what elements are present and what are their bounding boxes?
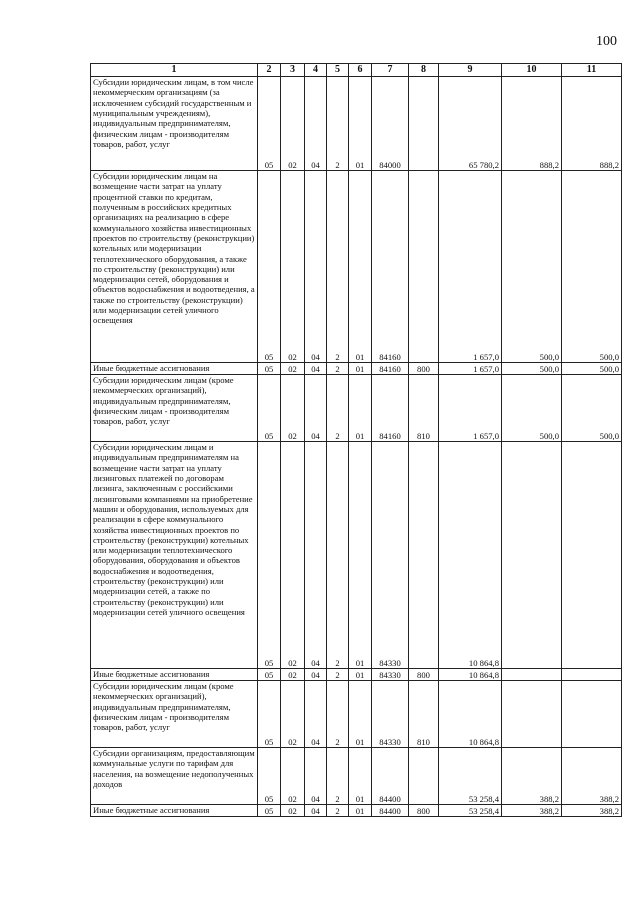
code-cell: 01 xyxy=(349,375,372,442)
row-description: Иные бюджетные ассигнования xyxy=(91,805,258,817)
code-cell: 2 xyxy=(327,442,349,669)
code-cell: 05 xyxy=(258,375,281,442)
amount-cell: 500,0 xyxy=(562,171,622,363)
code-cell xyxy=(409,171,439,363)
row-description: Субсидии юридическим лицам на возмещение части затрат на уплату процентной ставки по кредитам, полученным в российских кредитных организациях на реализацию в сфере коммунального хозяйства инвестиционных проектов по строительству (реконструкции) котельных или модернизации теплотехнического оборудования, а также по строительству (реконструкции) или модернизации сетей, оборудования и объектов водоснабжения и водоотведения, а также по строительству (реконструкции) или модернизации сетей уличного освещения xyxy=(91,171,258,363)
amount-cell: 10 864,8 xyxy=(439,442,502,669)
code-cell: 810 xyxy=(409,375,439,442)
amount-cell: 888,2 xyxy=(502,77,562,171)
row-description: Субсидии юридическим лицам, в том числе некоммерческим организациям (за исключением субсидий государственным и муниципальным учреждениям), индивидуальным предпринимателям, физическим лицам - производителям товаров, работ, услуг xyxy=(91,77,258,171)
table-row xyxy=(91,442,622,669)
code-cell: 05 xyxy=(258,77,281,171)
code-cell: 04 xyxy=(305,748,327,805)
amount-cell: 10 864,8 xyxy=(439,681,502,748)
column-header-9: 9 xyxy=(439,64,502,77)
amount-cell: 500,0 xyxy=(502,375,562,442)
table-row xyxy=(91,748,622,805)
amount-cell xyxy=(562,681,622,748)
row-description: Субсидии организациям, предоставляющим коммунальные услуги по тарифам для населения, на возмещение недополученных доходов xyxy=(91,748,258,805)
amount-cell: 388,2 xyxy=(562,805,622,817)
amount-cell: 500,0 xyxy=(562,375,622,442)
code-cell: 800 xyxy=(409,805,439,817)
amount-cell: 1 657,0 xyxy=(439,375,502,442)
code-cell: 84160 xyxy=(372,363,409,375)
column-header-8: 8 xyxy=(409,64,439,77)
code-cell: 05 xyxy=(258,681,281,748)
amount-cell xyxy=(502,669,562,681)
amount-cell xyxy=(562,669,622,681)
code-cell: 04 xyxy=(305,77,327,171)
row-description: Иные бюджетные ассигнования xyxy=(91,669,258,681)
code-cell: 2 xyxy=(327,681,349,748)
code-cell: 84000 xyxy=(372,77,409,171)
table-body xyxy=(91,77,622,817)
column-header-5: 5 xyxy=(327,64,349,77)
column-header-3: 3 xyxy=(281,64,305,77)
column-header-7: 7 xyxy=(372,64,409,77)
row-description: Субсидии юридическим лицам (кроме некоммерческих организаций), индивидуальным предпринимателям, физическим лицам - производителям товаров, работ, услуг xyxy=(91,375,258,442)
code-cell: 01 xyxy=(349,171,372,363)
code-cell: 02 xyxy=(281,669,305,681)
code-cell: 04 xyxy=(305,442,327,669)
code-cell: 02 xyxy=(281,681,305,748)
amount-cell: 388,2 xyxy=(502,805,562,817)
row-description: Субсидии юридическим лицам и индивидуальным предпринимателям на возмещение части затрат на уплату лизинговых платежей по договорам лизинга, заключенным с российскими лизинговыми компаниями на приобретение машин и оборудования, используемых для реализации в сфере коммунального хозяйства инвестиционных проектов по строительству (реконструкции) котельных или модернизации теплотехнического оборудования, оборудования и объектов водоснабжения и водоотведения, строительству (реконструкции) или модернизации сетей, а также по строительству (реконструкции) или модернизации сетей уличного освещения xyxy=(91,442,258,669)
table-row xyxy=(91,375,622,442)
amount-cell: 1 657,0 xyxy=(439,171,502,363)
code-cell: 05 xyxy=(258,363,281,375)
code-cell: 84330 xyxy=(372,681,409,748)
code-cell: 2 xyxy=(327,805,349,817)
column-header-2: 2 xyxy=(258,64,281,77)
code-cell: 01 xyxy=(349,363,372,375)
code-cell: 2 xyxy=(327,77,349,171)
column-header-10: 10 xyxy=(502,64,562,77)
page-number: 100 xyxy=(596,34,617,49)
code-cell: 05 xyxy=(258,171,281,363)
code-cell: 04 xyxy=(305,805,327,817)
amount-cell: 10 864,8 xyxy=(439,669,502,681)
table-row xyxy=(91,363,622,375)
amount-cell: 500,0 xyxy=(502,363,562,375)
budget-table xyxy=(90,63,622,817)
code-cell: 2 xyxy=(327,363,349,375)
code-cell: 01 xyxy=(349,669,372,681)
code-cell: 02 xyxy=(281,442,305,669)
row-description: Иные бюджетные ассигнования xyxy=(91,363,258,375)
code-cell: 01 xyxy=(349,748,372,805)
code-cell: 04 xyxy=(305,363,327,375)
code-cell: 04 xyxy=(305,171,327,363)
code-cell: 02 xyxy=(281,375,305,442)
column-header-1: 1 xyxy=(91,64,258,77)
table-row xyxy=(91,171,622,363)
code-cell: 04 xyxy=(305,375,327,442)
amount-cell xyxy=(502,442,562,669)
column-header-4: 4 xyxy=(305,64,327,77)
code-cell: 2 xyxy=(327,748,349,805)
code-cell: 84330 xyxy=(372,442,409,669)
code-cell: 2 xyxy=(327,171,349,363)
code-cell: 02 xyxy=(281,171,305,363)
code-cell: 01 xyxy=(349,442,372,669)
row-description: Субсидии юридическим лицам (кроме некоммерческих организаций), индивидуальным предпринимателям, физическим лицам - производителям товаров, работ, услуг xyxy=(91,681,258,748)
code-cell: 800 xyxy=(409,669,439,681)
amount-cell: 53 258,4 xyxy=(439,748,502,805)
code-cell: 2 xyxy=(327,375,349,442)
amount-cell: 388,2 xyxy=(562,748,622,805)
code-cell: 04 xyxy=(305,669,327,681)
amount-cell xyxy=(502,681,562,748)
column-header-6: 6 xyxy=(349,64,372,77)
code-cell xyxy=(409,77,439,171)
amount-cell xyxy=(562,442,622,669)
code-cell: 2 xyxy=(327,669,349,681)
code-cell: 01 xyxy=(349,681,372,748)
table-row xyxy=(91,681,622,748)
column-header-11: 11 xyxy=(562,64,622,77)
amount-cell: 65 780,2 xyxy=(439,77,502,171)
code-cell: 800 xyxy=(409,363,439,375)
code-cell: 04 xyxy=(305,681,327,748)
amount-cell: 888,2 xyxy=(562,77,622,171)
amount-cell: 53 258,4 xyxy=(439,805,502,817)
code-cell: 02 xyxy=(281,77,305,171)
code-cell: 02 xyxy=(281,805,305,817)
amount-cell: 1 657,0 xyxy=(439,363,502,375)
amount-cell: 388,2 xyxy=(502,748,562,805)
code-cell: 01 xyxy=(349,77,372,171)
amount-cell: 500,0 xyxy=(562,363,622,375)
table-row xyxy=(91,669,622,681)
table-row xyxy=(91,77,622,171)
code-cell: 810 xyxy=(409,681,439,748)
code-cell: 05 xyxy=(258,442,281,669)
code-cell: 84330 xyxy=(372,669,409,681)
amount-cell: 500,0 xyxy=(502,171,562,363)
code-cell: 84160 xyxy=(372,375,409,442)
code-cell: 84400 xyxy=(372,805,409,817)
code-cell xyxy=(409,442,439,669)
code-cell xyxy=(409,748,439,805)
code-cell: 01 xyxy=(349,805,372,817)
header-row xyxy=(91,64,622,77)
code-cell: 84400 xyxy=(372,748,409,805)
code-cell: 05 xyxy=(258,669,281,681)
code-cell: 84160 xyxy=(372,171,409,363)
code-cell: 02 xyxy=(281,748,305,805)
code-cell: 05 xyxy=(258,805,281,817)
table-row xyxy=(91,805,622,817)
code-cell: 02 xyxy=(281,363,305,375)
code-cell: 05 xyxy=(258,748,281,805)
